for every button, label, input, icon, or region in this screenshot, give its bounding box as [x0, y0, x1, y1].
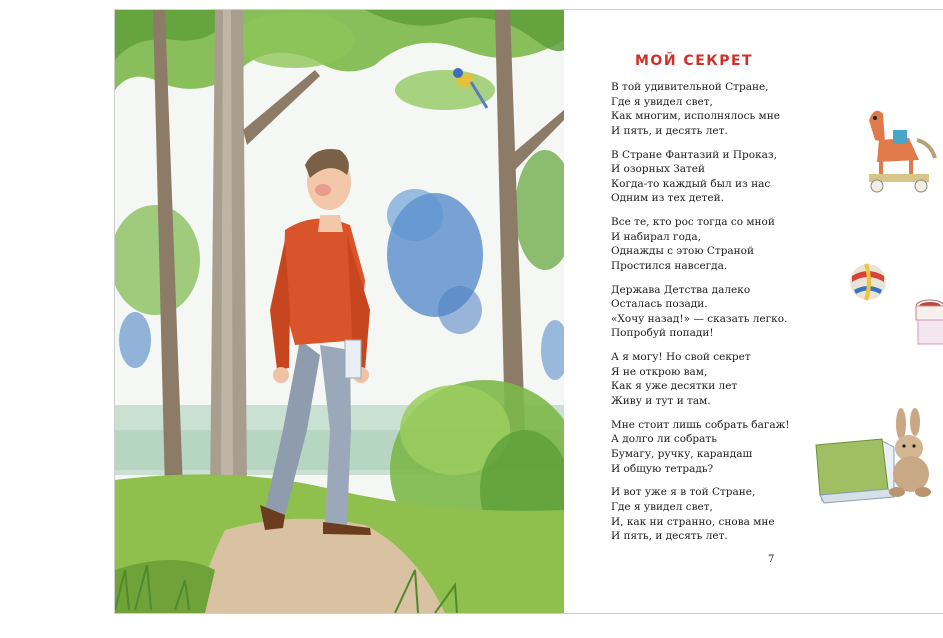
ball-icon [848, 262, 888, 302]
poem-line: Где я увидел свет, [611, 500, 713, 513]
text-page [565, 10, 943, 613]
poem-line: Держава Детства далеко [611, 283, 751, 296]
poem-line: Попробуй попади! [611, 327, 714, 340]
poem-line: Живу и тут и там. [611, 395, 711, 408]
illustration-boy-in-forest [115, 10, 564, 613]
poem-line: «Хочу назад!» — сказать легко. [611, 312, 788, 325]
poem-line: Когда-то каждый был из нас [611, 177, 771, 190]
poem-line: И общую тетрадь? [611, 462, 714, 475]
stanza [611, 215, 826, 273]
bunny-toy-icon [883, 408, 943, 500]
toy-horse-icon [849, 100, 943, 195]
poem-line: Как я уже десятки лет [611, 380, 738, 393]
poem-line: И озорных Затей [611, 163, 706, 176]
poem-line: А долго ли собрать [611, 433, 717, 446]
poem-line: А я могу! Но свой секрет [611, 351, 751, 364]
poem-line: И вот уже я в той Стране, [611, 486, 756, 499]
poem-line: И набирал года, [611, 230, 701, 243]
cup-icon [912, 292, 943, 348]
poem-line: В Стране Фантазий и Проказ, [611, 148, 777, 161]
poem-line: Осталась позади. [611, 298, 708, 311]
poem-body [611, 80, 826, 553]
poem-line: Где я увидел свет, [611, 95, 713, 108]
poem-line: Как многим, исполнялось мне [611, 110, 780, 123]
poem-line: В той удивительной Стране, [611, 81, 769, 93]
book-spread [114, 9, 943, 614]
stanza [611, 485, 826, 543]
page-number: 7 [768, 554, 775, 565]
poem-line: И, как ни странно, снова мне [611, 515, 775, 528]
stanza [611, 350, 826, 408]
stanza [611, 148, 826, 206]
stanza [611, 283, 826, 341]
stanza [611, 80, 826, 138]
poem-line: Бумагу, ручку, карандаш [611, 448, 753, 460]
poem-line: Я не открою вам, [611, 365, 708, 378]
poem-line: Одним из тех детей. [611, 192, 724, 205]
poem-line: Все те, кто рос тогда со мной [611, 216, 775, 229]
poem-line: И пять, и десять лет. [611, 530, 728, 543]
poem-line: Однажды с этою Страной [611, 245, 755, 258]
stanza [611, 418, 826, 476]
poem-line: Простился навсегда. [611, 259, 728, 272]
poem-title: МОЙ СЕКРЕТ [635, 53, 754, 69]
poem-line: Мне стоит лишь собрать багаж! [611, 418, 790, 431]
poem-line: И пять, и десять лет. [611, 124, 728, 137]
